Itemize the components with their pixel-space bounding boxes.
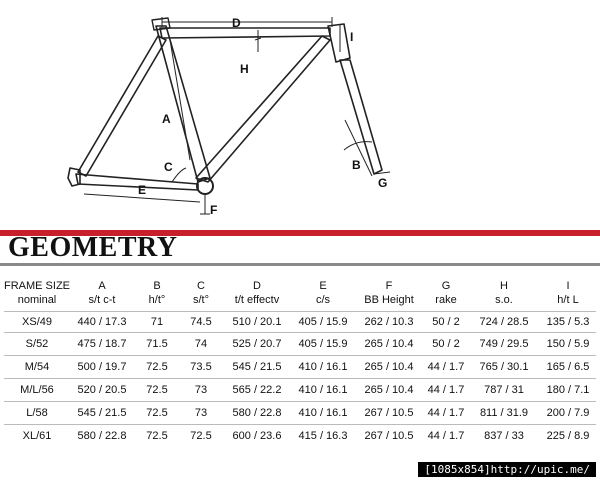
- column-header-key: G: [441, 280, 451, 292]
- table-row: [4, 356, 596, 379]
- table-cell: 135 / 5.3: [546, 316, 590, 328]
- table-cell: 545 / 21.5: [232, 361, 282, 373]
- table-cell: 265 / 10.4: [364, 338, 414, 350]
- table-cell: 749 / 29.5: [479, 338, 529, 350]
- column-header: [222, 279, 292, 312]
- column-header-key: A: [98, 280, 106, 292]
- table-cell: 72.5: [146, 407, 168, 419]
- column-header-desc: nominal: [17, 294, 57, 306]
- column-header: [180, 279, 222, 312]
- column-header-desc: BB Height: [364, 294, 414, 306]
- table-cell: 180 / 7.1: [546, 384, 590, 396]
- frame-size-cell: L/58: [26, 407, 48, 419]
- table-cell: 500 / 19.7: [77, 361, 127, 373]
- frame-size-cell: XL/61: [22, 430, 52, 442]
- table-cell: 415 / 16.3: [298, 430, 348, 442]
- frame-size-cell: M/54: [24, 361, 50, 373]
- table-cell: 44 / 1.7: [427, 407, 465, 419]
- table-cell: 580 / 22.8: [77, 430, 127, 442]
- column-header-desc: s.o.: [495, 294, 513, 306]
- table-cell: 837 / 33: [484, 430, 524, 442]
- column-header: [134, 279, 180, 312]
- frame-size-cell: XS/49: [22, 316, 52, 328]
- table-cell: 787 / 31: [484, 384, 524, 396]
- frame-size-cell: M/L/56: [20, 384, 54, 396]
- table-row: [4, 333, 596, 356]
- table-cell: 600 / 23.6: [232, 430, 282, 442]
- dim-c-arc: [172, 168, 186, 182]
- column-header-desc: s/t°: [192, 294, 209, 306]
- table-row: [4, 425, 596, 448]
- table-cell: 405 / 15.9: [298, 338, 348, 350]
- table-cell: 475 / 18.7: [77, 338, 127, 350]
- column-header-desc: t/t effectv: [234, 294, 280, 306]
- table-cell: 73: [194, 384, 208, 396]
- table-cell: 440 / 17.3: [77, 316, 127, 328]
- table-cell: 510 / 20.1: [232, 316, 282, 328]
- column-header: [4, 279, 70, 312]
- column-header-key: B: [153, 280, 161, 292]
- head-tube: [328, 24, 350, 62]
- table-cell: 265 / 10.4: [364, 361, 414, 373]
- table-row: [4, 402, 596, 425]
- table-cell: 72.5: [146, 430, 168, 442]
- column-header: [354, 279, 424, 312]
- table-cell: 71.5: [146, 338, 168, 350]
- table-cell: 50 / 2: [432, 338, 460, 350]
- geometry-table: [4, 279, 596, 447]
- table-cell: 225 / 8.9: [546, 430, 590, 442]
- table-cell: 265 / 10.4: [364, 384, 414, 396]
- table-cell: 50 / 2: [432, 316, 460, 328]
- table-cell: 200 / 7.9: [546, 407, 590, 419]
- table-cell: 165 / 6.5: [546, 361, 590, 373]
- section-title: GEOMETRY: [8, 232, 178, 263]
- table-cell: 72.5: [146, 361, 168, 373]
- column-header-key: H: [500, 280, 508, 292]
- table-cell: 71: [150, 316, 164, 328]
- table-cell: 267 / 10.5: [364, 407, 414, 419]
- label-c: C: [164, 160, 173, 174]
- label-h: H: [240, 62, 249, 76]
- column-header: [540, 279, 596, 312]
- frame-size-cell: S/52: [25, 338, 49, 350]
- seat-stay: [78, 36, 166, 176]
- label-b: B: [352, 158, 361, 172]
- table-cell: 410 / 16.1: [298, 361, 348, 373]
- watermark: [1085x854]http://upic.me/: [418, 462, 596, 477]
- table-cell: 565 / 22.2: [232, 384, 282, 396]
- label-i: I: [350, 30, 354, 44]
- column-header-desc: h/t°: [148, 294, 166, 306]
- seat-tube: [156, 26, 210, 182]
- bike-frame-drawing: [0, 0, 600, 230]
- table-cell: 405 / 15.9: [298, 316, 348, 328]
- down-tube: [196, 36, 330, 182]
- table-row: [4, 312, 596, 333]
- table-cell: 267 / 10.5: [364, 430, 414, 442]
- label-f: F: [210, 203, 218, 217]
- table-cell: 580 / 22.8: [232, 407, 282, 419]
- table-cell: 724 / 28.5: [479, 316, 529, 328]
- gray-divider: [0, 263, 600, 266]
- column-header: [70, 279, 134, 312]
- table-cell: 44 / 1.7: [427, 384, 465, 396]
- top-tube: [160, 28, 330, 38]
- table-cell: 545 / 21.5: [77, 407, 127, 419]
- label-d: D: [232, 16, 241, 30]
- table-cell: 525 / 20.7: [232, 338, 282, 350]
- table-cell: 74.5: [190, 316, 212, 328]
- fork-blade: [340, 60, 382, 174]
- table-body: [4, 312, 596, 448]
- column-header: [292, 279, 354, 312]
- column-header-desc: c/s: [315, 294, 331, 306]
- column-header-key: F: [385, 280, 393, 292]
- table-cell: 262 / 10.3: [364, 316, 414, 328]
- column-header: [468, 279, 540, 312]
- table-cell: 73.5: [190, 361, 212, 373]
- table-cell: 520 / 20.5: [77, 384, 127, 396]
- table-cell: 150 / 5.9: [546, 338, 590, 350]
- table-cell: 410 / 16.1: [298, 407, 348, 419]
- table-row: [4, 379, 596, 402]
- table-cell: 811 / 31.9: [479, 407, 529, 419]
- column-header: [424, 279, 468, 312]
- frame-geometry-diagram: [0, 0, 600, 230]
- column-header-key: FRAME SIZE: [4, 280, 71, 292]
- column-header-key: I: [566, 280, 570, 292]
- column-header-desc: rake: [435, 294, 457, 306]
- column-header-desc: h/t L: [557, 294, 579, 306]
- label-g: G: [378, 176, 388, 190]
- label-e: E: [138, 183, 147, 197]
- label-a: A: [162, 112, 171, 126]
- table-cell: 72.5: [146, 384, 168, 396]
- table-cell: 73: [194, 407, 208, 419]
- column-header-key: D: [253, 280, 261, 292]
- table-cell: 74: [194, 338, 208, 350]
- column-header-key: C: [197, 280, 205, 292]
- table-cell: 44 / 1.7: [427, 361, 465, 373]
- table-header-row: [4, 279, 596, 312]
- column-header-key: E: [319, 280, 327, 292]
- table-cell: 72.5: [190, 430, 212, 442]
- column-header-desc: s/t c-t: [88, 294, 116, 306]
- chain-stay: [76, 174, 198, 190]
- table-cell: 765 / 30.1: [479, 361, 529, 373]
- table-cell: 44 / 1.7: [427, 430, 465, 442]
- table-cell: 410 / 16.1: [298, 384, 348, 396]
